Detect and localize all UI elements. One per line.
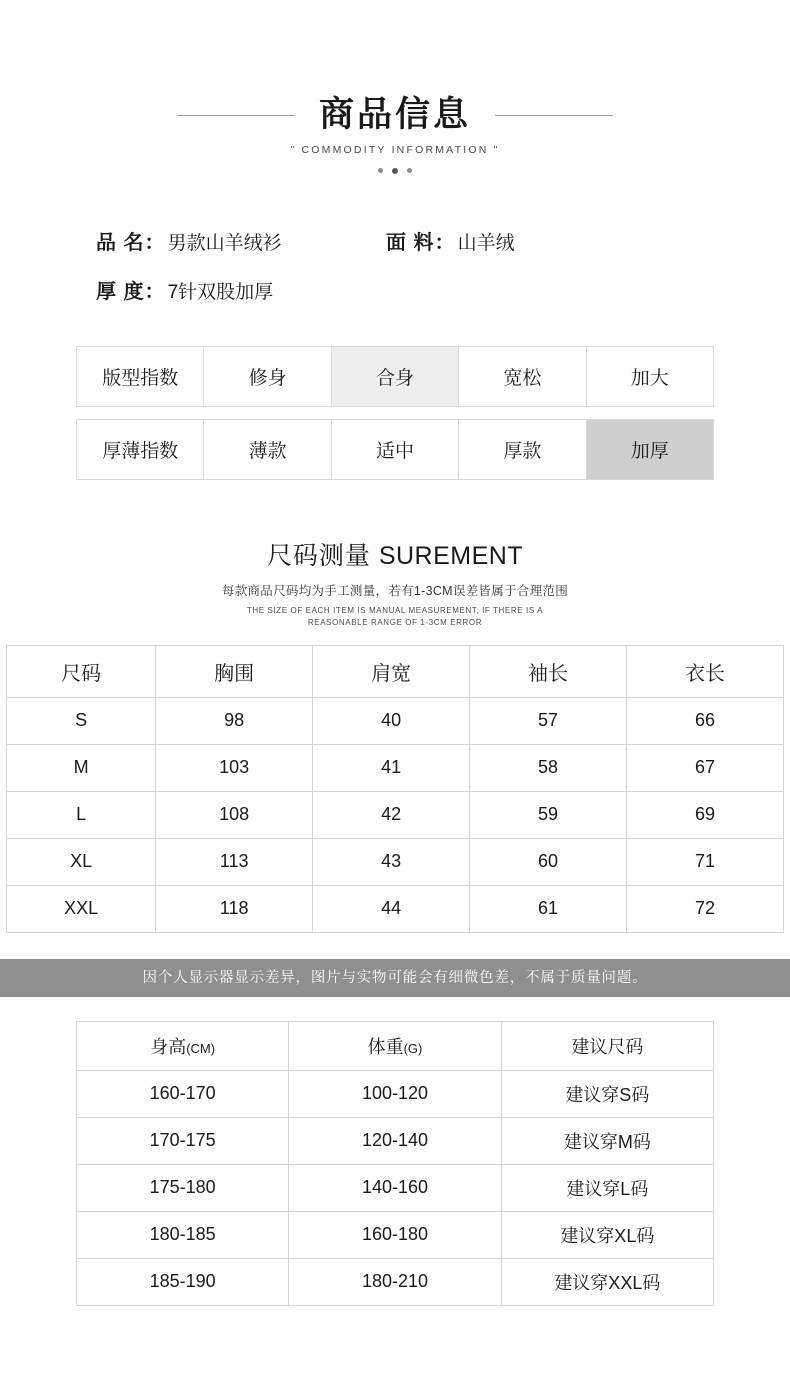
rec-cell: 180-210 (289, 1258, 501, 1305)
header-title-row (0, 96, 790, 135)
size-cell: XXL (7, 885, 156, 932)
fit-option-loose[interactable]: 宽松 (459, 346, 586, 406)
size-cell: 118 (156, 885, 313, 932)
fit-index-head: 版型指数 (77, 346, 204, 406)
measure-title (0, 536, 790, 572)
size-cell: 43 (313, 838, 470, 885)
size-cell: 59 (470, 791, 627, 838)
size-cell: 44 (313, 885, 470, 932)
table-row (77, 1211, 714, 1258)
fit-option-slim[interactable]: 修身 (204, 346, 331, 406)
recommend-table-wrap (0, 1021, 790, 1306)
table-row (7, 697, 784, 744)
measure-section (0, 536, 790, 627)
thickness-index-table (76, 419, 714, 480)
table-row (77, 1117, 714, 1164)
info-value: 男款山羊绒衫 (167, 232, 282, 254)
rec-col-header-height (77, 1021, 289, 1070)
rec-header-text: 身高 (150, 1036, 187, 1057)
recommend-table (76, 1021, 714, 1306)
table-row (7, 791, 784, 838)
size-col-header-sleeve: 袖长 (470, 645, 627, 697)
info-item-thickness (96, 275, 386, 304)
size-cell: 41 (313, 744, 470, 791)
size-col-header-length: 衣长 (627, 645, 784, 697)
thickness-option-thick[interactable]: 厚款 (459, 419, 586, 479)
info-value: 7针双股加厚 (167, 281, 274, 303)
size-table-wrap (0, 645, 790, 933)
size-cell: XL (7, 838, 156, 885)
info-item-material (386, 226, 515, 255)
page-title: 商品信息 (318, 95, 471, 134)
size-cell: 60 (470, 838, 627, 885)
measure-title-cn: 尺码测量 (266, 541, 371, 570)
size-cell: 61 (470, 885, 627, 932)
rec-cell: 170-175 (77, 1117, 289, 1164)
dot-icon (392, 168, 398, 174)
measure-title-en: SUREMENT (378, 541, 524, 570)
table-row (7, 885, 784, 932)
dot-icon (407, 168, 412, 173)
size-cell: L (7, 791, 156, 838)
size-col-header-size: 尺码 (7, 645, 156, 697)
info-item-name (96, 226, 386, 255)
table-row (7, 744, 784, 791)
rec-cell: 120-140 (289, 1117, 501, 1164)
size-cell: 42 (313, 791, 470, 838)
size-table (6, 645, 784, 933)
size-cell: S (7, 697, 156, 744)
product-info (0, 226, 790, 304)
size-col-header-shoulder: 肩宽 (313, 645, 470, 697)
size-cell: 67 (627, 744, 784, 791)
rec-cell: 185-190 (77, 1258, 289, 1305)
size-cell: 113 (156, 838, 313, 885)
thickness-option-thin[interactable]: 薄款 (204, 419, 331, 479)
rec-header-text: 建议尺码 (571, 1036, 644, 1057)
rec-cell: 140-160 (289, 1164, 501, 1211)
rec-cell: 建议穿M码 (501, 1117, 713, 1164)
measure-subtitle-en-line2: REASONABLE RANGE OF 1-3CM ERROR (307, 617, 483, 627)
table-row (77, 419, 714, 479)
table-row (77, 1258, 714, 1305)
thickness-index-head: 厚薄指数 (77, 419, 204, 479)
table-row (77, 1070, 714, 1117)
rec-cell: 建议穿L码 (501, 1164, 713, 1211)
table-row (7, 838, 784, 885)
rec-cell: 160-170 (77, 1070, 289, 1117)
info-label: 品 名： (96, 231, 166, 254)
index-table-gap (76, 407, 714, 419)
header-rule-left (177, 115, 295, 116)
thickness-option-extra-thick[interactable]: 加厚 (586, 419, 713, 479)
size-cell: 71 (627, 838, 784, 885)
size-cell: M (7, 744, 156, 791)
index-tables (0, 346, 790, 480)
size-cell: 40 (313, 697, 470, 744)
size-cell: 69 (627, 791, 784, 838)
fit-option-regular[interactable]: 合身 (331, 346, 458, 406)
rec-header-unit: (CM) (186, 1040, 216, 1056)
measure-subtitle-en-line1: THE SIZE OF EACH ITEM IS MANUAL MEASUREMENT, IF THERE IS A (246, 605, 544, 615)
size-cell: 108 (156, 791, 313, 838)
size-col-header-bust: 胸围 (156, 645, 313, 697)
fit-option-plus[interactable]: 加大 (586, 346, 713, 406)
table-header-row (77, 1021, 714, 1070)
rec-cell: 建议穿S码 (501, 1070, 713, 1117)
size-cell: 98 (156, 697, 313, 744)
info-label: 面 料： (386, 231, 456, 254)
rec-col-header-weight (289, 1021, 501, 1070)
dot-icon (378, 168, 383, 173)
size-cell: 58 (470, 744, 627, 791)
header-rule-right (495, 115, 613, 116)
rec-cell: 180-185 (77, 1211, 289, 1258)
size-cell: 66 (627, 697, 784, 744)
size-cell: 103 (156, 744, 313, 791)
header-dots (0, 168, 790, 174)
size-cell: 72 (627, 885, 784, 932)
color-difference-notice: 因个人显示器显示差异，图片与实物可能会有细微色差，不属于质量问题。 (0, 959, 790, 997)
rec-header-text: 体重 (367, 1036, 404, 1057)
table-row (77, 346, 714, 406)
page-header (0, 0, 790, 174)
rec-cell: 建议穿XXL码 (501, 1258, 713, 1305)
table-header-row (7, 645, 784, 697)
info-row (96, 226, 730, 255)
header-subtitle: " COMMODITY INFORMATION " (290, 143, 500, 156)
rec-cell: 100-120 (289, 1070, 501, 1117)
measure-subtitle-cn: 每款商品尺码均为手工测量，若有1-3CM误差皆属于合理范围 (221, 583, 569, 598)
rec-header-unit: (G) (403, 1040, 423, 1056)
info-row (96, 275, 730, 304)
table-row (77, 1164, 714, 1211)
rec-col-header-suggest (501, 1021, 713, 1070)
rec-cell: 175-180 (77, 1164, 289, 1211)
thickness-option-medium[interactable]: 适中 (331, 419, 458, 479)
fit-index-table (76, 346, 714, 407)
rec-cell: 建议穿XL码 (501, 1211, 713, 1258)
info-label: 厚 度： (96, 280, 166, 303)
info-value: 山羊绒 (457, 232, 515, 254)
rec-cell: 160-180 (289, 1211, 501, 1258)
size-cell: 57 (470, 697, 627, 744)
